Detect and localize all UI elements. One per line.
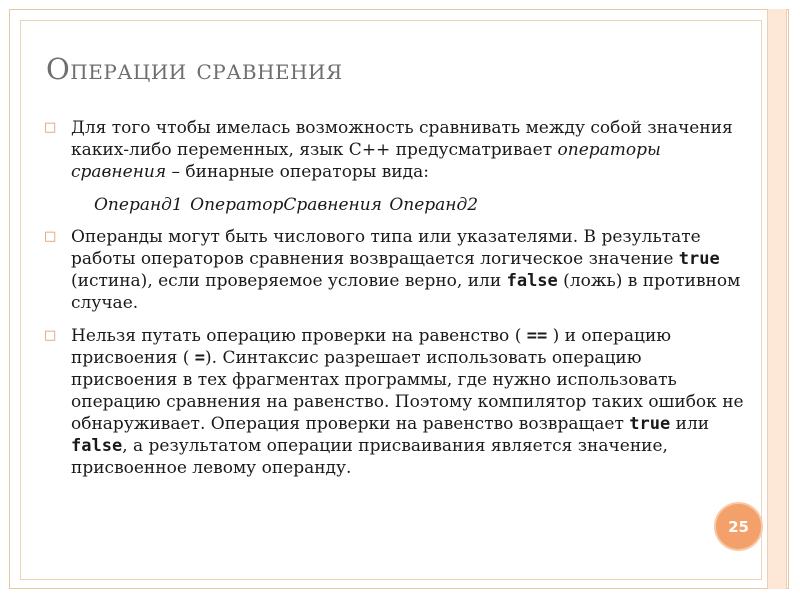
keyword-false: false	[71, 436, 123, 456]
slide-content	[44, 117, 750, 490]
paragraph-3-text-3: ). Синтаксис разрешает использовать операцию присвоения в тех фрагментах программы, где нужно использовать операцию сравнения на равенство. Поэтому компилятор таких ошибок не обнаруживает. Операция проверки на равенство возвращает	[71, 348, 744, 434]
paragraph-1-text: Для того чтобы имелась возможность сравнивать между собой значения каких-либо переменных, язык C++ предусматривает	[71, 118, 733, 160]
paragraph-3-text-4: или	[670, 414, 710, 434]
paragraph-2-text-2: (истина), если проверяемое условие верно, или	[71, 271, 507, 291]
syntax-line: Операнд1 ОператорСравнения Операнд2	[94, 195, 479, 215]
bullet-paragraph-3	[44, 325, 750, 479]
paragraph-2-text: Операнды могут быть числового типа или указателями. В результате работы операторов сравнения возвращается логическое значение	[71, 227, 701, 269]
paragraph-3-text: Нельзя путать операцию проверки на равенство (	[71, 326, 527, 346]
slide-title: Операции сравнения	[46, 52, 343, 86]
hollow-square-bullet-icon: □	[44, 328, 57, 343]
term-comparison-operators: операторы сравнения	[71, 140, 661, 182]
operator-equality: ==	[526, 326, 548, 346]
keyword-true: true	[678, 249, 720, 269]
slide-frame-side-bar	[767, 9, 787, 589]
hollow-square-bullet-icon: □	[44, 120, 57, 135]
keyword-true: true	[629, 414, 671, 434]
hollow-square-bullet-icon: □	[44, 229, 57, 244]
keyword-false: false	[506, 271, 558, 291]
paragraph-3-tail: , а результатом операции присваивания является значение, присвоенное левому операнду.	[71, 436, 668, 478]
paragraph-3-text-2: ) и операцию присвоения (	[71, 326, 672, 368]
paragraph-1-tail: – бинарные операторы вида:	[166, 162, 429, 182]
page-number-badge: 25	[716, 504, 761, 549]
bullet-paragraph-2	[44, 226, 750, 314]
bullet-paragraph-1	[44, 117, 750, 183]
operator-assignment: =	[194, 348, 206, 368]
paragraph-2-tail: (ложь) в противном случае.	[71, 271, 741, 313]
